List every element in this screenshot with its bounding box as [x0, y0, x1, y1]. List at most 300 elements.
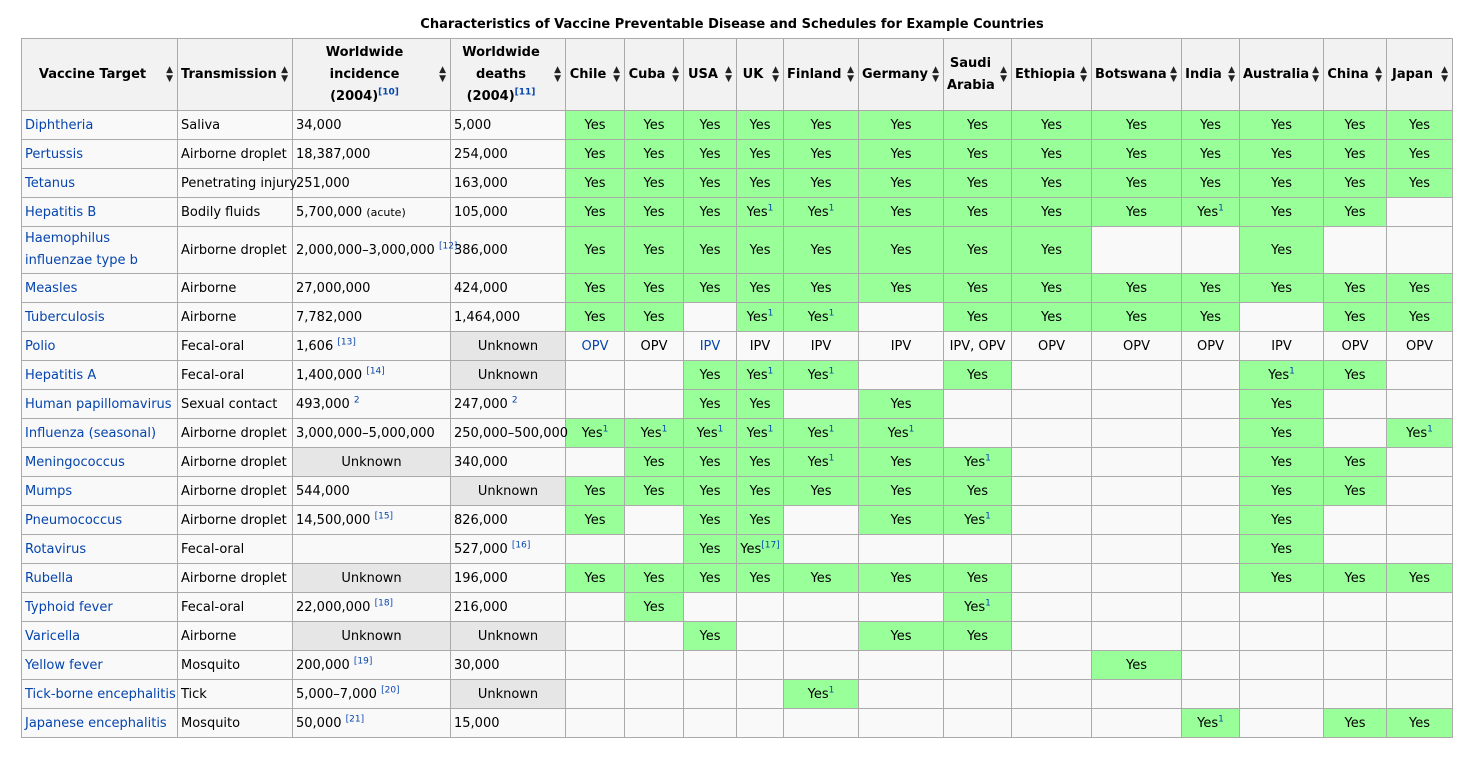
- schedule-cell-cuba: [625, 227, 684, 274]
- schedule-cell-chile: [566, 140, 625, 169]
- vaccine-target-link[interactable]: Varicella: [25, 628, 81, 644]
- schedule-cell-finland: [784, 651, 859, 680]
- vaccine-target-link[interactable]: Diphtheria: [25, 117, 94, 133]
- reference-link[interactable]: [18]: [374, 598, 394, 609]
- vaccine-target-link[interactable]: Haemophilus influenzae type b: [25, 231, 138, 268]
- schedule-cell-saudi-arabia: [944, 111, 1012, 140]
- footnote-marker[interactable]: 1: [985, 511, 991, 522]
- schedule-cell-germany: [859, 274, 944, 303]
- schedule-cell-uk: [737, 198, 784, 227]
- col-header-saudi-arabia[interactable]: [944, 39, 1012, 111]
- schedule-cell-saudi-arabia: [944, 680, 1012, 709]
- schedule-value[interactable]: IPV: [699, 338, 721, 354]
- schedule-cell-usa: [684, 198, 737, 227]
- col-header-deaths[interactable]: [451, 39, 566, 111]
- incidence-value: 493,000: [296, 396, 350, 412]
- schedule-cell-china: [1324, 274, 1387, 303]
- reference-link[interactable]: [10]: [378, 87, 399, 98]
- sort-icon: ▲ ▼: [725, 64, 732, 84]
- sort-icon: ▲ ▼: [1080, 64, 1087, 84]
- schedule-value: Yes: [584, 242, 606, 258]
- deaths-cell: [451, 303, 566, 332]
- schedule-cell-india: [1182, 332, 1240, 361]
- schedule-value: Yes: [749, 396, 771, 412]
- col-header-australia[interactable]: [1240, 39, 1324, 111]
- reference-link[interactable]: 2: [511, 395, 518, 406]
- deaths-cell: [451, 564, 566, 593]
- schedule-cell-china: [1324, 332, 1387, 361]
- schedule-cell-chile: [566, 419, 625, 448]
- schedule-cell-india: [1182, 390, 1240, 419]
- schedule-value: OPV: [1038, 338, 1065, 354]
- schedule-value: OPV: [640, 338, 668, 354]
- footnote-marker[interactable]: 1: [1427, 424, 1433, 435]
- col-header-uk[interactable]: [737, 39, 784, 111]
- reference-link[interactable]: [13]: [337, 337, 356, 348]
- schedule-cell-germany: [859, 564, 944, 593]
- vaccine-target-cell: [22, 477, 178, 506]
- schedule-cell-finland: [784, 111, 859, 140]
- incidence-value: 5,000–7,000: [296, 686, 377, 702]
- reference-link[interactable]: [11]: [514, 87, 536, 98]
- schedule-cell-botswana: [1092, 477, 1182, 506]
- deaths-cell: [451, 111, 566, 140]
- schedule-value: Yes: [1409, 175, 1430, 191]
- col-header-japan[interactable]: [1387, 39, 1453, 111]
- schedule-cell-uk: [737, 361, 784, 390]
- footnote-marker[interactable]: [17]: [761, 540, 780, 551]
- schedule-value: Yes: [584, 204, 606, 220]
- schedule-cell-uk: [737, 274, 784, 303]
- schedule-cell-uk: [737, 332, 784, 361]
- schedule-value: Yes: [810, 570, 832, 586]
- schedule-value: Yes: [967, 117, 988, 133]
- schedule-value: Yes: [643, 454, 665, 470]
- schedule-cell-cuba: [625, 390, 684, 419]
- schedule-value: Yes: [807, 204, 829, 220]
- schedule-cell-usa: [684, 709, 737, 738]
- schedule-cell-usa: [684, 140, 737, 169]
- schedule-cell-ethiopia: [1012, 506, 1092, 535]
- vaccine-target-link[interactable]: Hepatitis B: [25, 204, 97, 220]
- vaccine-target-link[interactable]: Mumps: [25, 483, 73, 499]
- schedule-value: Yes: [1200, 117, 1221, 133]
- vaccine-target-link[interactable]: Human papillomavirus: [25, 396, 172, 412]
- footnote-marker[interactable]: 1: [908, 424, 915, 435]
- vaccine-target-link[interactable]: Polio: [25, 338, 56, 354]
- table-row: [22, 390, 1453, 419]
- footnote-marker[interactable]: 1: [661, 424, 668, 435]
- schedule-cell-saudi-arabia: [944, 709, 1012, 738]
- schedule-value: Yes: [1271, 280, 1292, 296]
- schedule-cell-chile: [566, 198, 625, 227]
- sort-icon: ▲ ▼: [166, 64, 173, 84]
- schedule-cell-finland: [784, 332, 859, 361]
- schedule-cell-usa: [684, 390, 737, 419]
- schedule-value: Yes: [964, 599, 986, 615]
- schedule-cell-australia: [1240, 564, 1324, 593]
- incidence-value: 34,000: [296, 117, 342, 133]
- col-header-transmission[interactable]: [178, 39, 293, 111]
- col-header-label: Worldwide: [462, 44, 540, 60]
- schedule-cell-usa: [684, 593, 737, 622]
- schedule-cell-japan: [1387, 477, 1453, 506]
- schedule-cell-usa: [684, 564, 737, 593]
- schedule-cell-australia: [1240, 593, 1324, 622]
- sort-icon: ▲ ▼: [439, 64, 446, 84]
- sort-icon: ▲ ▼: [281, 64, 288, 84]
- footnote-marker[interactable]: 1: [985, 598, 991, 609]
- vaccine-target-link[interactable]: Pertussis: [25, 146, 83, 162]
- deaths-value: 15,000: [454, 715, 500, 731]
- vaccine-target-link[interactable]: Rubella: [25, 570, 74, 586]
- schedule-value: Yes: [1271, 541, 1292, 557]
- schedule-cell-saudi-arabia: [944, 622, 1012, 651]
- schedule-cell-finland: [784, 622, 859, 651]
- schedule-cell-chile: [566, 303, 625, 332]
- schedule-value: Yes: [699, 628, 721, 644]
- col-header-vaccine-target[interactable]: [22, 39, 178, 111]
- col-header-cuba[interactable]: [625, 39, 684, 111]
- sort-icon: ▲ ▼: [613, 64, 620, 84]
- col-header-label: Germany: [862, 66, 928, 82]
- schedule-value: Yes: [967, 280, 988, 296]
- footnote-marker[interactable]: 1: [828, 366, 835, 377]
- schedule-cell-china: [1324, 593, 1387, 622]
- schedule-value: Yes: [749, 483, 771, 499]
- deaths-cell: [451, 419, 569, 448]
- schedule-value: Yes: [643, 242, 665, 258]
- footnote-marker[interactable]: 1: [767, 424, 774, 435]
- schedule-cell-japan: [1387, 111, 1453, 140]
- schedule-value: Yes: [1406, 425, 1428, 441]
- schedule-value: Yes: [1200, 146, 1221, 162]
- footnote-marker[interactable]: 1: [602, 424, 609, 435]
- deaths-cell: [451, 274, 566, 303]
- schedule-value: Yes: [643, 204, 665, 220]
- reference-link[interactable]: [12]: [438, 241, 458, 252]
- schedule-cell-japan: [1387, 593, 1453, 622]
- schedule-cell-ethiopia: [1012, 198, 1092, 227]
- col-header-germany[interactable]: [859, 39, 944, 111]
- incidence-cell: [293, 198, 451, 227]
- reference-link[interactable]: [19]: [353, 656, 373, 667]
- incidence-value: 27,000,000: [296, 280, 371, 296]
- schedule-cell-uk: [737, 564, 784, 593]
- schedule-cell-india: [1182, 593, 1240, 622]
- col-header-label: India: [1185, 66, 1222, 82]
- schedule-cell-saudi-arabia: [944, 593, 1012, 622]
- vaccine-target-link[interactable]: Pneumococcus: [25, 512, 123, 528]
- schedule-value: Yes: [584, 570, 606, 586]
- schedule-cell-australia: [1240, 361, 1324, 390]
- vaccine-target-link[interactable]: Influenza (seasonal): [25, 425, 157, 441]
- transmission-cell: Fecal-oral: [178, 535, 293, 564]
- schedule-value: Yes: [584, 146, 606, 162]
- incidence-cell: [293, 709, 451, 738]
- schedule-cell-ethiopia: [1012, 303, 1092, 332]
- schedule-value: Yes: [1344, 146, 1366, 162]
- schedule-cell-japan: [1387, 448, 1453, 477]
- schedule-cell-botswana: [1092, 227, 1182, 274]
- vaccine-target-link[interactable]: Meningococcus: [25, 454, 125, 470]
- schedule-cell-usa: [684, 274, 737, 303]
- deaths-value: 386,000: [454, 242, 508, 258]
- schedule-cell-cuba: [625, 332, 684, 361]
- footnote-marker[interactable]: 1: [828, 308, 835, 319]
- schedule-value: Yes: [1409, 715, 1430, 731]
- deaths-value: 105,000: [454, 204, 508, 220]
- vaccine-target-cell: [22, 535, 178, 564]
- vaccine-target-link[interactable]: Tetanus: [25, 175, 76, 191]
- transmission-cell: Fecal-oral: [178, 593, 293, 622]
- schedule-value: Yes: [699, 396, 721, 412]
- schedule-cell-chile: [566, 111, 625, 140]
- schedule-cell-usa: [684, 303, 737, 332]
- col-header-label: Cuba: [628, 66, 666, 82]
- vaccine-target-link[interactable]: Japanese encephalitis: [25, 715, 167, 731]
- vaccine-target-cell: [22, 419, 178, 448]
- schedule-cell-germany: [859, 651, 944, 680]
- vaccine-target-link[interactable]: Rotavirus: [25, 541, 87, 557]
- col-header-india[interactable]: [1182, 39, 1240, 111]
- footnote-marker[interactable]: 1: [1289, 366, 1295, 377]
- deaths-value: Unknown: [477, 483, 539, 499]
- col-header-label: UK: [742, 66, 764, 82]
- col-header-ethiopia[interactable]: [1012, 39, 1092, 111]
- schedule-cell-chile: [566, 390, 625, 419]
- schedule-value: Yes: [1409, 309, 1430, 325]
- footnote-marker[interactable]: 1: [1218, 714, 1224, 725]
- schedule-cell-cuba: [625, 140, 684, 169]
- col-header-chile[interactable]: [566, 39, 625, 111]
- schedule-cell-uk: [737, 709, 784, 738]
- schedule-value: Yes: [1271, 425, 1292, 441]
- reference-link[interactable]: [20]: [381, 685, 400, 696]
- schedule-value: Yes: [584, 512, 606, 528]
- schedule-cell-botswana: [1092, 535, 1182, 564]
- footnote-marker[interactable]: 1: [1218, 203, 1224, 214]
- reference-link[interactable]: 2: [353, 395, 360, 406]
- schedule-cell-usa: [684, 169, 737, 198]
- schedule-cell-saudi-arabia: [944, 274, 1012, 303]
- schedule-value: Yes: [807, 425, 829, 441]
- col-header-finland[interactable]: [784, 39, 859, 111]
- vaccine-table: [21, 38, 1453, 738]
- vaccine-target-cell: [22, 593, 178, 622]
- vaccine-target-link[interactable]: Hepatitis A: [25, 367, 97, 383]
- schedule-value: Yes: [1126, 175, 1147, 191]
- reference-link[interactable]: [14]: [366, 366, 385, 377]
- schedule-cell-india: [1182, 709, 1240, 738]
- schedule-cell-uk: [737, 506, 784, 535]
- vaccine-target-link[interactable]: Measles: [25, 280, 78, 296]
- vaccine-target-cell: [22, 274, 178, 303]
- schedule-cell-ethiopia: [1012, 593, 1092, 622]
- schedule-value: Yes: [1126, 117, 1147, 133]
- schedule-cell-finland: [784, 390, 859, 419]
- schedule-cell-australia: [1240, 535, 1324, 564]
- deaths-value: 826,000: [454, 512, 508, 528]
- reference-link[interactable]: [21]: [345, 714, 365, 725]
- schedule-value: Yes: [643, 570, 665, 586]
- deaths-cell: [451, 227, 566, 274]
- schedule-cell-botswana: [1092, 361, 1182, 390]
- footnote-marker[interactable]: 1: [985, 453, 991, 464]
- schedule-value: Yes: [810, 280, 832, 296]
- schedule-cell-ethiopia: [1012, 622, 1092, 651]
- schedule-value: OPV: [1341, 338, 1369, 354]
- schedule-cell-cuba: [625, 622, 684, 651]
- deaths-value: Unknown: [477, 367, 539, 383]
- schedule-value: IPV: [749, 338, 771, 354]
- schedule-cell-usa: [684, 506, 737, 535]
- schedule-value: Yes: [749, 454, 771, 470]
- vaccine-target-link[interactable]: Tick-borne encephalitis: [25, 686, 176, 702]
- footnote-marker[interactable]: 1: [767, 308, 774, 319]
- schedule-cell-uk: [737, 111, 784, 140]
- table-body: [22, 111, 1453, 738]
- transmission-cell: Tick: [178, 680, 293, 709]
- schedule-value: Yes: [1271, 204, 1292, 220]
- schedule-value: IPV: [1271, 338, 1292, 354]
- col-header-usa[interactable]: [684, 39, 737, 111]
- schedule-value: Yes: [890, 570, 912, 586]
- schedule-value: Yes: [749, 280, 771, 296]
- col-header-incidence[interactable]: [293, 39, 451, 111]
- schedule-value: Yes: [1041, 117, 1062, 133]
- schedule-value: Yes: [699, 280, 721, 296]
- schedule-value: OPV: [1123, 338, 1150, 354]
- schedule-cell-cuba: [625, 274, 684, 303]
- schedule-cell-finland: [784, 169, 859, 198]
- schedule-cell-japan: [1387, 227, 1453, 274]
- incidence-value: 251,000: [296, 175, 350, 191]
- vaccine-target-cell: [22, 332, 178, 361]
- schedule-value: Yes: [746, 425, 768, 441]
- transmission-cell: Airborne droplet: [178, 140, 293, 169]
- schedule-value: Yes: [1200, 175, 1221, 191]
- incidence-cell: [293, 332, 451, 361]
- incidence-value: 3,000,000–5,000,000: [296, 425, 435, 441]
- schedule-value: Yes: [964, 512, 986, 528]
- schedule-cell-china: [1324, 390, 1387, 419]
- schedule-cell-saudi-arabia: [944, 332, 1012, 361]
- schedule-cell-botswana: [1092, 303, 1182, 332]
- schedule-cell-uk: [737, 303, 784, 332]
- schedule-cell-australia: [1240, 680, 1324, 709]
- vaccine-target-cell: [22, 680, 178, 709]
- schedule-cell-usa: [684, 651, 737, 680]
- footnote-marker[interactable]: 1: [767, 203, 774, 214]
- schedule-cell-china: [1324, 448, 1387, 477]
- incidence-cell: [293, 227, 458, 274]
- table-row: [22, 227, 1453, 274]
- col-header-label: Chile: [569, 66, 607, 82]
- schedule-value: Yes: [1271, 117, 1292, 133]
- deaths-cell: [451, 390, 566, 419]
- schedule-cell-china: [1324, 111, 1387, 140]
- schedule-value: Yes: [810, 117, 832, 133]
- footnote-marker[interactable]: 1: [828, 424, 835, 435]
- footnote-marker[interactable]: 1: [767, 366, 774, 377]
- schedule-cell-cuba: [625, 506, 684, 535]
- schedule-value: Yes: [1268, 367, 1290, 383]
- schedule-cell-germany: [859, 680, 944, 709]
- vaccine-target-link[interactable]: Typhoid fever: [25, 599, 113, 615]
- schedule-cell-india: [1182, 274, 1240, 303]
- footnote-marker[interactable]: 1: [717, 424, 724, 435]
- schedule-value: Yes: [1344, 454, 1366, 470]
- incidence-cell: [293, 169, 451, 198]
- schedule-cell-australia: [1240, 198, 1324, 227]
- schedule-value: Yes: [890, 483, 912, 499]
- deaths-value: 5,000: [454, 117, 492, 133]
- transmission-cell: Saliva: [178, 111, 293, 140]
- footnote-marker[interactable]: 1: [828, 203, 835, 214]
- deaths-cell: [451, 506, 566, 535]
- schedule-cell-india: [1182, 140, 1240, 169]
- footnote-marker[interactable]: 1: [828, 685, 835, 696]
- table-row: [22, 274, 1453, 303]
- schedule-cell-cuba: [625, 448, 684, 477]
- incidence-value: Unknown: [341, 454, 402, 470]
- schedule-cell-japan: [1387, 622, 1453, 651]
- incidence-value: 7,782,000: [296, 309, 363, 325]
- schedule-value: Yes: [1409, 570, 1430, 586]
- schedule-value: Yes: [1126, 280, 1147, 296]
- schedule-cell-ethiopia: [1012, 477, 1092, 506]
- schedule-value: Yes: [584, 280, 606, 296]
- schedule-value: Yes: [749, 146, 771, 162]
- schedule-value: Yes: [967, 628, 988, 644]
- schedule-value: Yes: [967, 146, 988, 162]
- incidence-cell: [293, 111, 451, 140]
- incidence-value: Unknown: [341, 570, 402, 586]
- schedule-value[interactable]: OPV: [581, 338, 609, 354]
- schedule-cell-cuba: [625, 564, 684, 593]
- schedule-cell-finland: [784, 535, 859, 564]
- transmission-cell: Airborne droplet: [178, 564, 293, 593]
- table-row: [22, 198, 1453, 227]
- col-header-china[interactable]: [1324, 39, 1387, 111]
- schedule-value: Yes: [1200, 309, 1221, 325]
- footnote-marker[interactable]: 1: [828, 453, 835, 464]
- deaths-cell: [451, 361, 566, 390]
- table-row: [22, 303, 1453, 332]
- reference-link[interactable]: [16]: [511, 540, 531, 551]
- schedule-cell-cuba: [625, 198, 684, 227]
- incidence-cell: [293, 651, 451, 680]
- schedule-cell-finland: [784, 227, 859, 274]
- incidence-value: 200,000: [296, 657, 350, 673]
- schedule-value: Yes: [890, 117, 912, 133]
- vaccine-target-link[interactable]: Tuberculosis: [25, 309, 105, 325]
- schedule-cell-australia: [1240, 506, 1324, 535]
- schedule-cell-germany: [859, 535, 944, 564]
- schedule-value: Yes: [807, 454, 829, 470]
- reference-link[interactable]: [15]: [374, 511, 394, 522]
- schedule-cell-saudi-arabia: [944, 227, 1012, 274]
- schedule-value: Yes: [967, 570, 988, 586]
- table-row: [22, 709, 1453, 738]
- deaths-value: 424,000: [454, 280, 508, 296]
- schedule-cell-china: [1324, 198, 1387, 227]
- schedule-cell-botswana: [1092, 448, 1182, 477]
- table-row: [22, 419, 1453, 448]
- vaccine-target-link[interactable]: Yellow fever: [25, 657, 103, 673]
- col-header-botswana[interactable]: [1092, 39, 1182, 111]
